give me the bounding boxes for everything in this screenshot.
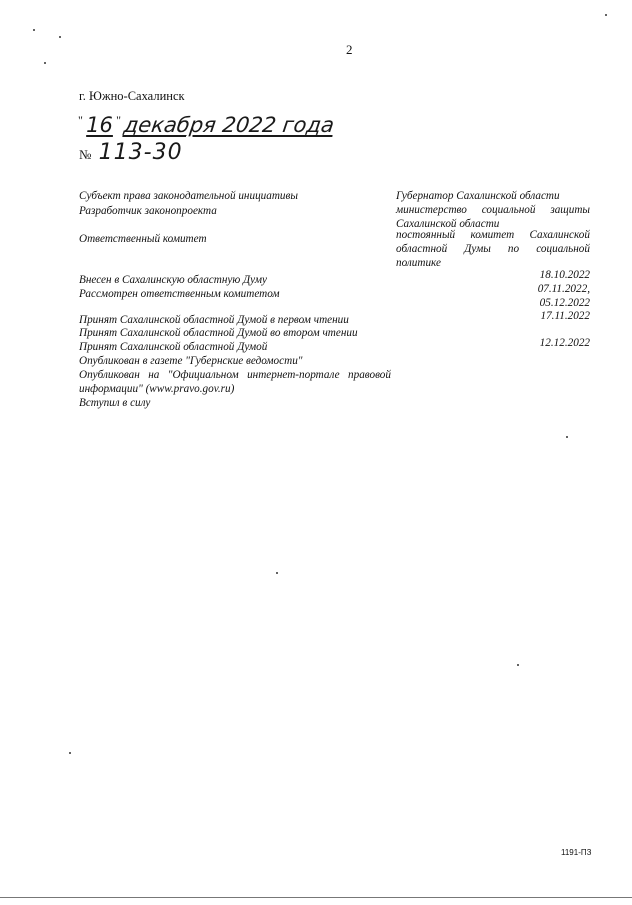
reviewed-date-1: 07.11.2022,: [537, 283, 590, 295]
city-name: г. Южно-Сахалинск: [79, 89, 185, 103]
first-reading-label: Принят Сахалинской областной Думой в первом чтении: [79, 314, 349, 326]
number-prefix: №: [79, 147, 92, 162]
first-reading-date: 17.11.2022: [540, 310, 590, 322]
scan-bottom-edge: [0, 897, 632, 898]
scan-speck: [605, 14, 607, 16]
scan-speck: [276, 572, 278, 574]
developer-label: Разработчик законопроекта: [79, 205, 217, 217]
submitted-label: Внесен в Сахалинскую областную Думу: [79, 274, 267, 286]
published-portal-line-2: информации" (www.pravo.gov.ru): [79, 383, 235, 395]
committee-value-line-1: постоянный комитет Сахалинской: [396, 229, 590, 241]
footer-code: 1191-ПЗ: [561, 848, 592, 857]
date-day: 16: [86, 113, 113, 137]
committee-label: Ответственный комитет: [79, 233, 207, 245]
second-reading-label: Принят Сахалинской областной Думой во втором чтении: [79, 327, 358, 339]
submitted-date: 18.10.2022: [539, 269, 590, 281]
scan-speck: [33, 29, 35, 31]
law-number: [79, 140, 183, 165]
reviewed-date-2: 05.12.2022: [539, 297, 590, 309]
scan-speck: [517, 664, 519, 666]
published-gazette-label: Опубликован в газете "Губернские ведомости": [79, 355, 303, 367]
scan-speck: [59, 36, 61, 38]
subject-label: Субъект права законодательной инициативы: [79, 190, 298, 202]
committee-value-line-2: областной Думы по социальной: [396, 243, 590, 255]
signing-date: " 16 " декабря 2022 года: [78, 113, 336, 137]
scan-speck: [566, 436, 568, 438]
adopted-label: Принят Сахалинской областной Думой: [79, 341, 268, 353]
date-month-year: декабря 2022 года: [122, 113, 336, 137]
page-number: 2: [346, 42, 353, 57]
published-portal-line-1: Опубликован на "Официальном интернет-портале правовой: [79, 369, 391, 381]
published-portal-label: [79, 368, 391, 396]
developer-value-line-2: Сахалинской области: [396, 218, 500, 230]
number-value: 113-30: [98, 140, 183, 165]
committee-value-line-3: политике: [396, 257, 441, 269]
subject-value: Губернатор Сахалинской области: [396, 190, 560, 202]
developer-value-line-1: министерство социальной защиты: [396, 204, 590, 216]
scan-speck: [44, 62, 46, 64]
scan-speck: [69, 752, 71, 754]
reviewed-label: Рассмотрен ответственным комитетом: [79, 288, 280, 300]
adopted-date: 12.12.2022: [539, 337, 590, 349]
effective-label: Вступил в силу: [79, 397, 151, 409]
